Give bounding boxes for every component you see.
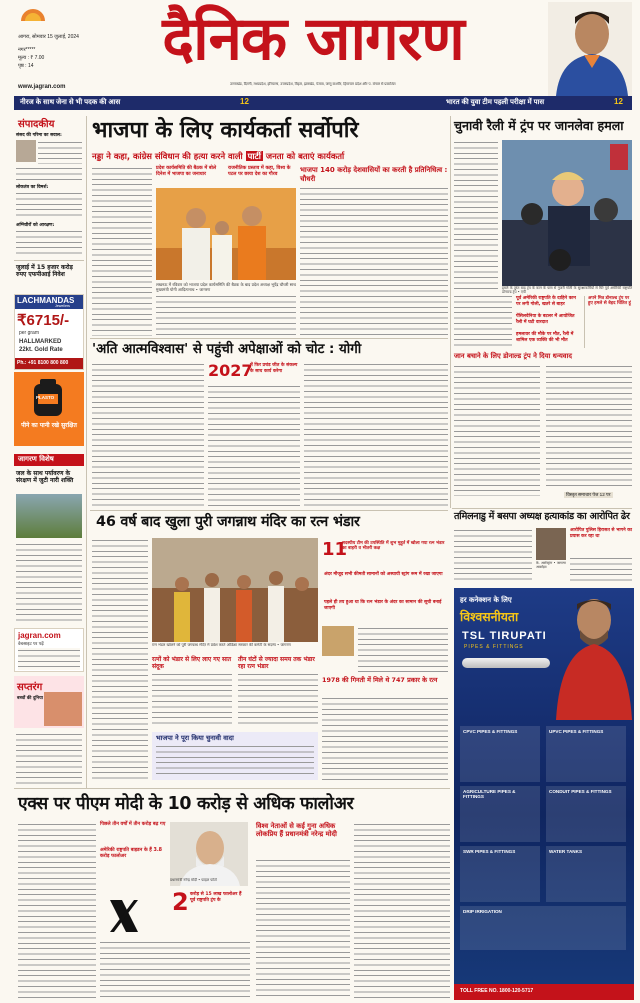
ad-category-grid xyxy=(460,726,628,956)
jagran-web-promo[interactable] xyxy=(14,628,84,672)
modi-bullets-box xyxy=(100,822,166,896)
editorial-text xyxy=(16,166,82,180)
tamil-photo xyxy=(536,528,566,560)
price: मूल्य : ₹ 7.00 xyxy=(18,55,45,61)
ad-category: UPVC PIPES & FITTINGS xyxy=(546,726,626,782)
jv-photo xyxy=(16,494,82,538)
editorial-label: संपादकीय xyxy=(18,119,55,130)
ad-phone: TOLL FREE NO. 1800-120-5717 xyxy=(460,988,534,994)
modi-bullet-1: पिछले तीन वर्षों में तीन करोड़ बढ़ गए xyxy=(100,822,166,827)
second-text xyxy=(92,362,204,508)
edition-tag: नगर***** xyxy=(18,47,36,53)
ad-category: CPVC PIPES & FITTINGS xyxy=(460,726,540,782)
tsl-pipes-ad[interactable] xyxy=(454,588,634,1000)
modi-quote-box xyxy=(584,296,632,348)
saptarang-photo xyxy=(44,692,82,726)
sidebar-text xyxy=(16,732,82,788)
lead-side-text xyxy=(300,186,448,336)
modi-stat-text: करोड़ से 15 लाख फालोअर हैं पूर्व राष्ट्रपति ट्रंप के xyxy=(190,892,242,903)
ad-big-word: विश्वसनीयता xyxy=(460,609,519,624)
tamil-text xyxy=(454,528,532,582)
saptarang-title: बच्चों की दुनिया xyxy=(17,696,43,701)
puri-side-badge-text: सदस्यीय टीम की उपस्थिति में शुभ मुहूर्त में खोला गया रत्न भंडार का बाहरी व भीतरी कक्ष xyxy=(342,541,445,552)
ad-category: WATER TANKS xyxy=(546,846,626,902)
masthead xyxy=(0,0,640,96)
lead-photo xyxy=(156,188,296,280)
lead-side-headline[interactable]: भाजपा 140 करोड़ देशवासियों का करती है प्रतिनिधित्व : चौधरी xyxy=(300,166,448,183)
newspaper-logo: दैनिक जागरण xyxy=(162,4,464,74)
saptarang-promo[interactable] xyxy=(14,676,84,728)
sidebar xyxy=(14,116,84,788)
gold-rate: 22kt. Gold Rate xyxy=(19,347,63,353)
bjp-headline[interactable]: भाजपा ने पूरा किया चुनावी वादा xyxy=(156,734,234,742)
bjp-text xyxy=(156,744,314,778)
tamil-headline[interactable]: तमिलनाडु में बसपा अध्यक्ष हत्याकांड का आरोपित ढेर xyxy=(454,511,630,522)
puri-text xyxy=(152,672,232,728)
ad-category: CONDUIT PIPES & FITTINGS xyxy=(546,786,626,842)
puri-column-head-1: रत्नों को भंडार से लिए लाए गए सात संदूक xyxy=(152,656,232,671)
puri-side-bullet-2: पहले ही तय हुआ था कि रत्न भंडार के अंदर का सामान की सूची बनाई जाएगी xyxy=(324,600,442,611)
lead-subhead-text: जनता को बताएं कार्यकर्ता xyxy=(265,151,345,161)
puri-side-text xyxy=(358,626,448,674)
ad-category: SWR PIPES & FITTINGS xyxy=(460,846,540,902)
editorial-item-2[interactable]: लोकतंत्र का विमर्श: xyxy=(16,185,49,190)
second-badge-text: में फिर प्रचंड जीत के संकल्प के साथ कार्य करेगा xyxy=(250,363,298,374)
tamil-note: आरोपित पुलिस हिरासत से भागने का प्रयास कर रहा था xyxy=(570,528,632,539)
editorial-text xyxy=(38,140,82,164)
web-brand: jagran.com xyxy=(18,631,61,640)
ambassador-photo xyxy=(554,590,634,720)
puri-inset-photo xyxy=(322,626,354,656)
lead-bullet-1: प्रदेश कार्यसमिति की बैठक में बोले दिनेश में भाजपा का जनाधार xyxy=(156,166,217,177)
puri-photo-caption: रत्न भंडार खोलने को पुरी जगन्नाथ मंदिर में प्रवेश करते ओडिशा सरकार की कमेटी के सदस्य • जागरण xyxy=(152,643,291,647)
jagran-sun-logo-icon xyxy=(18,5,48,21)
trump-photo xyxy=(502,140,632,286)
divider xyxy=(452,508,632,509)
second-headline[interactable]: 'अति आत्मविश्वास' से पहुंची अपेक्षाओं को चोट : योगी xyxy=(92,342,362,357)
tamil-photo-caption: के. आर्मस्ट्रांग • जागरण आर्काइव xyxy=(536,561,566,570)
divider xyxy=(14,788,450,789)
trump-sub-text xyxy=(546,364,632,488)
teaser-bar xyxy=(14,96,632,110)
jeweller-brand: LACHMANDAS xyxy=(17,296,75,305)
trump-bullet-3: हमलावर की मौके पर मौत, रैली में शामिल एक व्यक्ति की भी मौत xyxy=(516,332,574,343)
trump-text xyxy=(454,294,512,350)
puri-side-bullet-1: अंदर मौजूद सभी कीमती सामानों को अस्थायी स्ट्रांग रूम में रखा जाएगा xyxy=(324,572,443,577)
website[interactable]: www.jagran.com xyxy=(18,84,66,90)
edition-date: आगरा, सोमवार 15 जुलाई, 2024 xyxy=(18,34,79,40)
jeweller-phone: Ph.: +91 8100 800 800 xyxy=(17,360,69,366)
column-divider xyxy=(450,116,451,508)
tank-tagline: पीने का पानी रखे सुरक्षित xyxy=(21,422,77,429)
column-divider xyxy=(86,116,87,788)
ad-tagline: हर कनेक्शन के लिए xyxy=(460,596,512,604)
ad-category: DRIP IRRIGATION xyxy=(460,906,626,950)
editorial-text xyxy=(16,229,82,257)
jv-headline[interactable]: जल के साथ पर्यावरण के संरक्षण में जुटी नारी शक्ति xyxy=(16,470,74,485)
puri-year-text xyxy=(322,696,448,780)
teaser-left[interactable]: नीरज के साथ जेना से भी पदक की आस xyxy=(20,99,121,106)
trump-sub-text xyxy=(454,364,540,496)
lead-headline[interactable]: भाजपा के लिए कार्यकर्ता सर्वोपरि xyxy=(92,118,359,143)
trump-bullet-1: पूर्व अमेरिकी राष्ट्रपति के दाहिने कान पर लगी गोली, खतरे से बाहर xyxy=(516,296,576,307)
gold-price: ₹6715/- xyxy=(17,312,70,329)
page-count: पृष्ठ : 14 xyxy=(18,63,34,69)
modi-text xyxy=(354,822,450,998)
lead-photo-caption: लखनऊ में रविवार को भाजपा प्रदेश कार्यसमिति की बैठक के बाद प्रदेश अध्यक्ष भूपेंद्र चौधरी साथ मुख्यमंत्री योगी आदित्यनाथ • जागरण xyxy=(156,282,296,292)
teaser-right[interactable]: भारत की युवा टीम पहली परीक्षा में पास xyxy=(446,99,545,106)
puri-column-head-2: तीन घंटों से ज्यादा समय तक भंडार रहा रत्न भंडार xyxy=(238,656,315,671)
modi-stat-number: 2 xyxy=(172,888,189,916)
second-badge-number: 2027 xyxy=(208,361,253,380)
second-text xyxy=(304,362,448,508)
water-tank-ad[interactable] xyxy=(14,372,84,446)
trump-sub-headline[interactable]: जान बचाने के लिए डोनाल्ड ट्रंप ने दिया धन्यवाद xyxy=(454,352,572,360)
bjp-box xyxy=(152,732,318,780)
teaser-left-page: 12 xyxy=(240,97,249,106)
puri-side-badge-number: 11 xyxy=(322,539,348,560)
lead-subhead-text: नड्डा ने कहा, कांग्रेस संविधान की हत्या करने वाली xyxy=(92,151,243,161)
puri-photo xyxy=(152,538,318,642)
editorial-text xyxy=(16,191,82,219)
ad-category: AGRICULTURE PIPES & FITTINGS xyxy=(460,786,540,842)
trump-headline[interactable]: चुनावी रैली में ट्रंप पर जानलेवा हमला xyxy=(454,118,624,133)
editorial-item-3[interactable]: अग्निवीरों को आरक्षण: xyxy=(16,223,55,228)
tamil-text xyxy=(570,556,632,582)
trump-photo-caption: हमले के तुरंत बाद ट्रंप के कान के पास से गुजरी गोली के सुरक्षाकर्मियों से घिरे पूर्व अमेरिकी राष्ट्रपति डोनाल्ड ट्रंप • एपी xyxy=(502,286,632,295)
jeweller-ad[interactable] xyxy=(14,294,84,370)
modi-side-text xyxy=(256,858,350,998)
hallmarked: HALLMARKED xyxy=(19,339,62,345)
second-text xyxy=(208,384,300,508)
modi-quote: अपने मित्र डोनाल्ड ट्रंप पर हुए हमले से बेहद चिंतित हूं xyxy=(588,296,631,307)
jv-text xyxy=(16,542,82,624)
lead-subhead-badge: पार्टी xyxy=(247,151,261,161)
teaser-right-page: 12 xyxy=(614,97,623,106)
trump-bullet-2: पेंसिलवेनिया के बटलर में आयोजित रैली में घटी वारदात xyxy=(516,314,575,325)
lead-text xyxy=(92,166,152,336)
modi-text xyxy=(100,940,250,998)
editorial-item-1[interactable]: संसद की गरिमा का सवाल: xyxy=(16,133,62,138)
web-tag: वेबसाइट पर पढ़ें xyxy=(18,641,44,646)
ad-brand-sub: PIPES & FITTINGS xyxy=(464,644,524,650)
divider xyxy=(14,260,84,261)
cricketer-photo xyxy=(548,2,632,96)
puri-year-headline[interactable]: 1978 की गिनती में मिले थे 747 प्रकार के रत्न xyxy=(322,676,438,684)
divider xyxy=(90,510,448,511)
puri-text xyxy=(92,538,148,780)
jagran-vishesh-label: जागरण विशेष xyxy=(18,455,54,463)
saptarang-label: सप्तरंग xyxy=(17,682,43,693)
columnist-photo xyxy=(16,140,36,162)
tank-brand: PLASTO xyxy=(36,395,55,400)
trump-more-tag[interactable]: विस्तृत समाचार पेज 12 पर xyxy=(566,492,611,497)
per-gram: per gram xyxy=(19,330,40,336)
modi-photo-caption: प्रधानमंत्री नरेन्द्र मोदी • फाइल फोटो xyxy=(170,878,217,882)
lead-bullet-2: राजनीतिक प्रस्ताव में कहा, विश्व के पटल पर छाया देश का गौरव xyxy=(228,166,291,177)
modi-headline[interactable]: एक्स पर पीएम मोदी के 10 करोड़ से अधिक फालोअर xyxy=(18,794,354,814)
puri-headline[interactable]: 46 वर्ष बाद खुला पुरी जगन्नाथ मंदिर का रत्न भंडार xyxy=(96,514,360,530)
modi-side-headline[interactable]: विश्व नेताओं से कई गुना अधिक लोकप्रिय हैं प्रधानमंत्री नरेन्द्र मोदी xyxy=(256,822,337,839)
modi-bullet-2: अमेरिकी राष्ट्रपति बाइडन के हैं 3.8 करोड़ फालोअर xyxy=(100,848,163,859)
modi-photo xyxy=(170,822,248,886)
published-cities: उत्तराखंड, दिल्ली, मध्यप्रदेश, हरियाणा, उत्तरप्रदेश, बिहार, झारखंड, पंजाब, जम्मू कश्मीर, हिमाचल प्रदेश और प. बंगाल से प्रकाशित xyxy=(230,82,396,86)
ad-pipe-icon xyxy=(462,658,550,668)
puri-text xyxy=(238,672,318,728)
modi-text xyxy=(18,822,96,998)
jeweller-sub: Jewellers xyxy=(55,304,70,308)
lead-subhead xyxy=(92,150,448,162)
ipo-headline[interactable]: जुलाई में 15 हजार करोड़ रुपए एफपीआई निवेश xyxy=(16,264,73,278)
trump-text xyxy=(454,140,498,290)
web-text xyxy=(18,648,80,670)
x-logo-icon xyxy=(104,896,144,936)
lead-text xyxy=(156,294,296,336)
ad-brand: TSL TIRUPATI xyxy=(462,630,547,642)
divider xyxy=(90,338,448,339)
